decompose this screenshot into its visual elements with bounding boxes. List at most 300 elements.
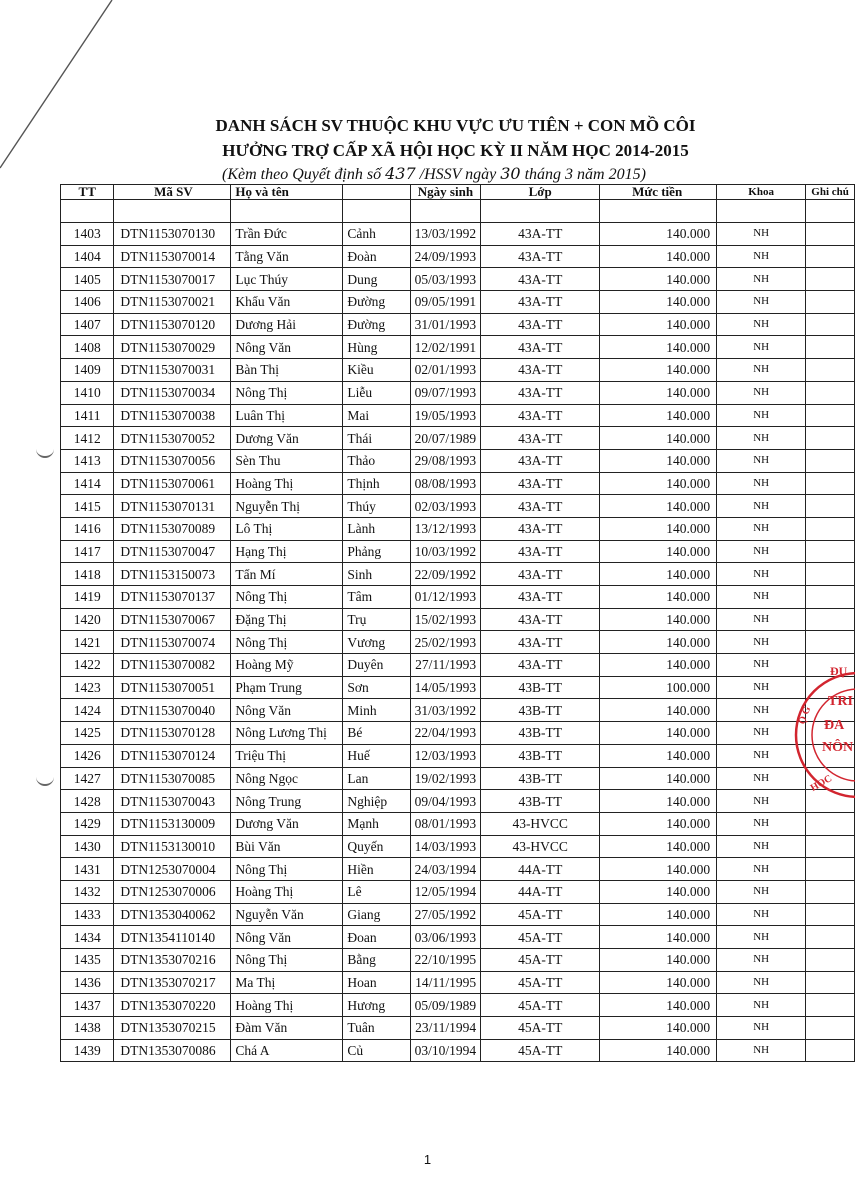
row-muc-tien: 140.000 — [600, 495, 717, 518]
row-ngay-sinh: 14/03/1993 — [410, 835, 481, 858]
row-ma-sv: DTN1153070130 — [114, 223, 231, 246]
table-row — [61, 586, 855, 609]
row-ma-sv: DTN1353040062 — [114, 903, 231, 926]
row-muc-tien: 140.000 — [600, 654, 717, 677]
row-muc-tien: 140.000 — [600, 381, 717, 404]
row-muc-tien: 140.000 — [600, 949, 717, 972]
row-ma-sv: DTN1153070124 — [114, 744, 231, 767]
row-khoa: NH — [717, 517, 806, 540]
row-khoa: NH — [717, 291, 806, 314]
table-row — [61, 1039, 855, 1062]
spacer-cell — [806, 200, 855, 223]
official-stamp — [792, 660, 855, 810]
row-ngay-sinh: 24/03/1994 — [410, 858, 481, 881]
row-lop: 45A-TT — [481, 971, 600, 994]
row-tt: 1417 — [61, 540, 114, 563]
row-ghi-chu — [806, 631, 855, 654]
table-body — [61, 223, 855, 1062]
row-ghi-chu — [806, 880, 855, 903]
row-ho: Luân Thị — [231, 404, 343, 427]
row-ten: Phảng — [343, 540, 410, 563]
row-ten: Cảnh — [343, 223, 410, 246]
row-ho: Đàm Văn — [231, 1017, 343, 1040]
row-muc-tien: 140.000 — [600, 223, 717, 246]
row-ma-sv: DTN1153070031 — [114, 359, 231, 382]
row-muc-tien: 140.000 — [600, 540, 717, 563]
row-ten: Tâm — [343, 586, 410, 609]
row-muc-tien: 140.000 — [600, 245, 717, 268]
row-lop: 43A-TT — [481, 381, 600, 404]
spacer-cell — [481, 200, 600, 223]
row-muc-tien: 140.000 — [600, 994, 717, 1017]
table-row — [61, 767, 855, 790]
row-lop: 43A-TT — [481, 404, 600, 427]
table-row — [61, 676, 855, 699]
row-ho: Nông Thị — [231, 586, 343, 609]
table-row — [61, 744, 855, 767]
row-ten: Bé — [343, 722, 410, 745]
row-ma-sv: DTN1353070220 — [114, 994, 231, 1017]
row-tt: 1436 — [61, 971, 114, 994]
row-ma-sv: DTN1353070215 — [114, 1017, 231, 1040]
col-header-khoa: Khoa — [717, 185, 806, 200]
row-ghi-chu — [806, 608, 855, 631]
subtitle-prefix: (Kèm theo Quyết định số — [222, 166, 382, 183]
row-muc-tien: 140.000 — [600, 880, 717, 903]
row-ma-sv: DTN1353070216 — [114, 949, 231, 972]
row-khoa: NH — [717, 223, 806, 246]
row-lop: 43A-TT — [481, 313, 600, 336]
row-tt: 1416 — [61, 517, 114, 540]
row-ho: Đặng Thị — [231, 608, 343, 631]
table-row — [61, 858, 855, 881]
row-ma-sv: DTN1253070006 — [114, 880, 231, 903]
row-ghi-chu — [806, 858, 855, 881]
row-tt: 1419 — [61, 586, 114, 609]
row-ghi-chu — [806, 812, 855, 835]
row-khoa: NH — [717, 449, 806, 472]
table-row — [61, 563, 855, 586]
row-muc-tien: 140.000 — [600, 404, 717, 427]
row-tt: 1432 — [61, 880, 114, 903]
row-ghi-chu — [806, 359, 855, 382]
document-subtitle — [222, 164, 646, 184]
table-row — [61, 404, 855, 427]
table-row — [61, 722, 855, 745]
row-muc-tien: 140.000 — [600, 336, 717, 359]
col-header-ma-sv: Mã SV — [114, 185, 231, 200]
row-lop: 44A-TT — [481, 880, 600, 903]
spacer-cell — [410, 200, 481, 223]
row-ghi-chu — [806, 971, 855, 994]
row-ten: Dung — [343, 268, 410, 291]
row-tt: 1430 — [61, 835, 114, 858]
row-muc-tien: 140.000 — [600, 790, 717, 813]
table-row — [61, 427, 855, 450]
row-khoa: NH — [717, 472, 806, 495]
row-tt: 1422 — [61, 654, 114, 677]
row-ho: Nông Trung — [231, 790, 343, 813]
row-muc-tien: 140.000 — [600, 903, 717, 926]
row-ho: Phạm Trung — [231, 676, 343, 699]
table-row — [61, 971, 855, 994]
row-muc-tien: 140.000 — [600, 926, 717, 949]
row-ho: Nguyễn Văn — [231, 903, 343, 926]
row-muc-tien: 140.000 — [600, 268, 717, 291]
spacer-cell — [114, 200, 231, 223]
stamp-fragment: ĐỤ — [830, 664, 848, 678]
row-muc-tien: 140.000 — [600, 427, 717, 450]
row-muc-tien: 140.000 — [600, 631, 717, 654]
row-tt: 1404 — [61, 245, 114, 268]
row-khoa: NH — [717, 563, 806, 586]
spacer-cell — [343, 200, 410, 223]
spacer-cell — [600, 200, 717, 223]
row-tt: 1405 — [61, 268, 114, 291]
row-khoa: NH — [717, 495, 806, 518]
row-ho: Bàn Thị — [231, 359, 343, 382]
row-ten: Đoan — [343, 926, 410, 949]
row-ho: Dương Hải — [231, 313, 343, 336]
row-ma-sv: DTN1153070137 — [114, 586, 231, 609]
row-ma-sv: DTN1153130010 — [114, 835, 231, 858]
row-ten: Duyên — [343, 654, 410, 677]
table-row — [61, 381, 855, 404]
row-ghi-chu — [806, 903, 855, 926]
row-ten: Tuân — [343, 1017, 410, 1040]
row-khoa: NH — [717, 971, 806, 994]
row-ma-sv: DTN1153070021 — [114, 291, 231, 314]
row-ghi-chu — [806, 381, 855, 404]
row-muc-tien: 140.000 — [600, 835, 717, 858]
row-ghi-chu — [806, 540, 855, 563]
row-ngay-sinh: 22/09/1992 — [410, 563, 481, 586]
row-ho: Nguyễn Thị — [231, 495, 343, 518]
row-ghi-chu — [806, 404, 855, 427]
row-ho: Lục Thúy — [231, 268, 343, 291]
row-tt: 1421 — [61, 631, 114, 654]
row-ngay-sinh: 05/09/1989 — [410, 994, 481, 1017]
row-tt: 1413 — [61, 449, 114, 472]
row-ghi-chu — [806, 291, 855, 314]
row-muc-tien: 140.000 — [600, 722, 717, 745]
col-header-muc-tien: Mức tiền — [600, 185, 717, 200]
row-khoa: NH — [717, 835, 806, 858]
row-ten: Lan — [343, 767, 410, 790]
row-ho: Dương Văn — [231, 427, 343, 450]
table-row — [61, 223, 855, 246]
row-ten: Thúy — [343, 495, 410, 518]
row-ho: Bùi Văn — [231, 835, 343, 858]
row-ngay-sinh: 09/07/1993 — [410, 381, 481, 404]
row-tt: 1423 — [61, 676, 114, 699]
row-lop: 44A-TT — [481, 858, 600, 881]
row-ma-sv: DTN1153070061 — [114, 472, 231, 495]
row-lop: 45A-TT — [481, 926, 600, 949]
row-muc-tien: 140.000 — [600, 767, 717, 790]
table-row — [61, 517, 855, 540]
row-ho: Tằng Văn — [231, 245, 343, 268]
row-ten: Hùng — [343, 336, 410, 359]
row-khoa: NH — [717, 949, 806, 972]
row-ho: Sèn Thu — [231, 449, 343, 472]
table-row — [61, 268, 855, 291]
row-ten: Giang — [343, 903, 410, 926]
row-ten: Hiền — [343, 858, 410, 881]
row-ho: Lô Thị — [231, 517, 343, 540]
row-lop: 43A-TT — [481, 268, 600, 291]
row-ten: Đường — [343, 313, 410, 336]
row-lop: 43B-TT — [481, 790, 600, 813]
row-ngay-sinh: 22/10/1995 — [410, 949, 481, 972]
row-khoa: NH — [717, 1039, 806, 1062]
row-lop: 43-HVCC — [481, 812, 600, 835]
row-ten: Trụ — [343, 608, 410, 631]
row-ten: Hương — [343, 994, 410, 1017]
subtitle-suffix: tháng 3 năm 2015) — [524, 166, 646, 183]
row-ten: Liễu — [343, 381, 410, 404]
row-ho: Dương Văn — [231, 812, 343, 835]
row-ghi-chu — [806, 427, 855, 450]
table-row — [61, 631, 855, 654]
row-ma-sv: DTN1153150073 — [114, 563, 231, 586]
row-ten: Đoàn — [343, 245, 410, 268]
row-ho: Nông Thị — [231, 381, 343, 404]
row-lop: 43A-TT — [481, 245, 600, 268]
row-lop: 43A-TT — [481, 472, 600, 495]
row-ho: Nông Thị — [231, 631, 343, 654]
row-ghi-chu — [806, 994, 855, 1017]
row-tt: 1428 — [61, 790, 114, 813]
row-khoa: NH — [717, 654, 806, 677]
row-tt: 1411 — [61, 404, 114, 427]
row-lop: 43A-TT — [481, 608, 600, 631]
row-lop: 43A-TT — [481, 291, 600, 314]
row-ma-sv: DTN1153070040 — [114, 699, 231, 722]
row-muc-tien: 140.000 — [600, 449, 717, 472]
row-ho: Chá A — [231, 1039, 343, 1062]
decision-number: 437 — [385, 164, 416, 183]
row-tt: 1438 — [61, 1017, 114, 1040]
row-khoa: NH — [717, 722, 806, 745]
row-lop: 45A-TT — [481, 1017, 600, 1040]
row-ngay-sinh: 19/02/1993 — [410, 767, 481, 790]
row-ghi-chu — [806, 563, 855, 586]
row-lop: 43B-TT — [481, 767, 600, 790]
row-ma-sv: DTN1353070217 — [114, 971, 231, 994]
row-ho: Nông Lương Thị — [231, 722, 343, 745]
row-khoa: NH — [717, 427, 806, 450]
row-lop: 43A-TT — [481, 517, 600, 540]
row-ghi-chu — [806, 449, 855, 472]
row-tt: 1431 — [61, 858, 114, 881]
col-header-tt: TT — [61, 185, 114, 200]
row-tt: 1429 — [61, 812, 114, 835]
row-tt: 1409 — [61, 359, 114, 382]
table-row — [61, 336, 855, 359]
row-lop: 43-HVCC — [481, 835, 600, 858]
row-ghi-chu — [806, 313, 855, 336]
row-khoa: NH — [717, 540, 806, 563]
stamp-fragment: HỌC — [808, 773, 835, 794]
stamp-fragment: TRI — [828, 694, 853, 709]
table-row — [61, 472, 855, 495]
row-khoa: NH — [717, 858, 806, 881]
col-header-ngay-sinh: Ngày sinh — [410, 185, 481, 200]
col-header-ten — [343, 185, 410, 200]
row-ho: Trần Đức — [231, 223, 343, 246]
row-tt: 1408 — [61, 336, 114, 359]
table-row — [61, 994, 855, 1017]
row-ma-sv: DTN1253070004 — [114, 858, 231, 881]
row-ho: Nông Thị — [231, 858, 343, 881]
row-ghi-chu — [806, 1039, 855, 1062]
row-lop: 43B-TT — [481, 722, 600, 745]
row-ten: Thịnh — [343, 472, 410, 495]
row-ngay-sinh: 09/05/1991 — [410, 291, 481, 314]
table-row — [61, 949, 855, 972]
row-ghi-chu — [806, 835, 855, 858]
row-ngay-sinh: 25/02/1993 — [410, 631, 481, 654]
row-ho: Nông Văn — [231, 699, 343, 722]
row-tt: 1437 — [61, 994, 114, 1017]
row-tt: 1403 — [61, 223, 114, 246]
row-tt: 1414 — [61, 472, 114, 495]
row-ghi-chu — [806, 495, 855, 518]
table-row — [61, 812, 855, 835]
row-ho: Hạng Thị — [231, 540, 343, 563]
row-khoa: NH — [717, 903, 806, 926]
row-ho: Hoàng Mỹ — [231, 654, 343, 677]
row-ten: Củ — [343, 1039, 410, 1062]
row-muc-tien: 140.000 — [600, 472, 717, 495]
row-ngay-sinh: 14/11/1995 — [410, 971, 481, 994]
row-ma-sv: DTN1153070056 — [114, 449, 231, 472]
table-row — [61, 245, 855, 268]
row-tt: 1424 — [61, 699, 114, 722]
row-ten: Huế — [343, 744, 410, 767]
row-muc-tien: 140.000 — [600, 313, 717, 336]
row-khoa: NH — [717, 313, 806, 336]
row-ma-sv: DTN1153070085 — [114, 767, 231, 790]
row-khoa: NH — [717, 926, 806, 949]
row-ten: Sơn — [343, 676, 410, 699]
row-muc-tien: 140.000 — [600, 744, 717, 767]
spacer-cell — [717, 200, 806, 223]
row-ngay-sinh: 14/05/1993 — [410, 676, 481, 699]
row-khoa: NH — [717, 790, 806, 813]
row-ho: Triệu Thị — [231, 744, 343, 767]
row-lop: 43B-TT — [481, 699, 600, 722]
row-muc-tien: 140.000 — [600, 586, 717, 609]
row-tt: 1427 — [61, 767, 114, 790]
row-ten: Bằng — [343, 949, 410, 972]
row-ma-sv: DTN1153070082 — [114, 654, 231, 677]
row-muc-tien: 140.000 — [600, 517, 717, 540]
row-ten: Mai — [343, 404, 410, 427]
row-ngay-sinh: 29/08/1993 — [410, 449, 481, 472]
row-lop: 43A-TT — [481, 359, 600, 382]
table-row — [61, 654, 855, 677]
row-tt: 1426 — [61, 744, 114, 767]
row-lop: 43A-TT — [481, 631, 600, 654]
row-ten: Hoan — [343, 971, 410, 994]
row-ngay-sinh: 03/06/1993 — [410, 926, 481, 949]
row-ghi-chu — [806, 223, 855, 246]
row-tt: 1439 — [61, 1039, 114, 1062]
row-lop: 43A-TT — [481, 540, 600, 563]
row-ma-sv: DTN1153070131 — [114, 495, 231, 518]
table-row — [61, 926, 855, 949]
table-row — [61, 291, 855, 314]
row-ma-sv: DTN1153070089 — [114, 517, 231, 540]
row-lop: 43A-TT — [481, 449, 600, 472]
row-muc-tien: 100.000 — [600, 676, 717, 699]
row-ngay-sinh: 08/01/1993 — [410, 812, 481, 835]
row-lop: 43B-TT — [481, 676, 600, 699]
row-lop: 43A-TT — [481, 223, 600, 246]
row-ngay-sinh: 22/04/1993 — [410, 722, 481, 745]
spacer-cell — [61, 200, 114, 223]
row-muc-tien: 140.000 — [600, 563, 717, 586]
row-ghi-chu — [806, 268, 855, 291]
row-ngay-sinh: 05/03/1993 — [410, 268, 481, 291]
row-ma-sv: DTN1153070029 — [114, 336, 231, 359]
row-ho: Nông Thị — [231, 949, 343, 972]
row-khoa: NH — [717, 631, 806, 654]
spacer-cell — [231, 200, 343, 223]
row-ngay-sinh: 13/12/1993 — [410, 517, 481, 540]
row-ho: Khẩu Văn — [231, 291, 343, 314]
row-ten: Quyến — [343, 835, 410, 858]
table-row — [61, 540, 855, 563]
row-ma-sv: DTN1153070051 — [114, 676, 231, 699]
row-lop: 43A-TT — [481, 427, 600, 450]
col-header-lop: Lớp — [481, 185, 600, 200]
table-row — [61, 880, 855, 903]
row-ten: Nghiệp — [343, 790, 410, 813]
row-ma-sv: DTN1153070043 — [114, 790, 231, 813]
row-khoa: NH — [717, 381, 806, 404]
document-title-line1: DANH SÁCH SV THUỘC KHU VỰC ƯU TIÊN + CON MỒ CÔI — [215, 116, 696, 135]
table-header-spacer-row — [61, 200, 855, 223]
table-row — [61, 495, 855, 518]
row-ghi-chu — [806, 1017, 855, 1040]
punch-hole-mark — [36, 776, 54, 786]
row-ngay-sinh: 08/08/1993 — [410, 472, 481, 495]
punch-hole-mark — [36, 448, 54, 458]
row-khoa: NH — [717, 880, 806, 903]
row-ngay-sinh: 10/03/1992 — [410, 540, 481, 563]
row-ma-sv: DTN1353070086 — [114, 1039, 231, 1062]
row-khoa: NH — [717, 586, 806, 609]
row-ma-sv: DTN1153070052 — [114, 427, 231, 450]
row-khoa: NH — [717, 404, 806, 427]
row-ma-sv: DTN1153070047 — [114, 540, 231, 563]
row-lop: 43A-TT — [481, 586, 600, 609]
row-tt: 1407 — [61, 313, 114, 336]
row-ho: Nông Ngọc — [231, 767, 343, 790]
row-ma-sv: DTN1153070034 — [114, 381, 231, 404]
row-ma-sv: DTN1153130009 — [114, 812, 231, 835]
row-lop: 45A-TT — [481, 994, 600, 1017]
row-lop: 43A-TT — [481, 495, 600, 518]
row-ma-sv: DTN1153070120 — [114, 313, 231, 336]
table-row — [61, 790, 855, 813]
row-ma-sv: DTN1153070038 — [114, 404, 231, 427]
table-row — [61, 699, 855, 722]
row-ghi-chu — [806, 336, 855, 359]
